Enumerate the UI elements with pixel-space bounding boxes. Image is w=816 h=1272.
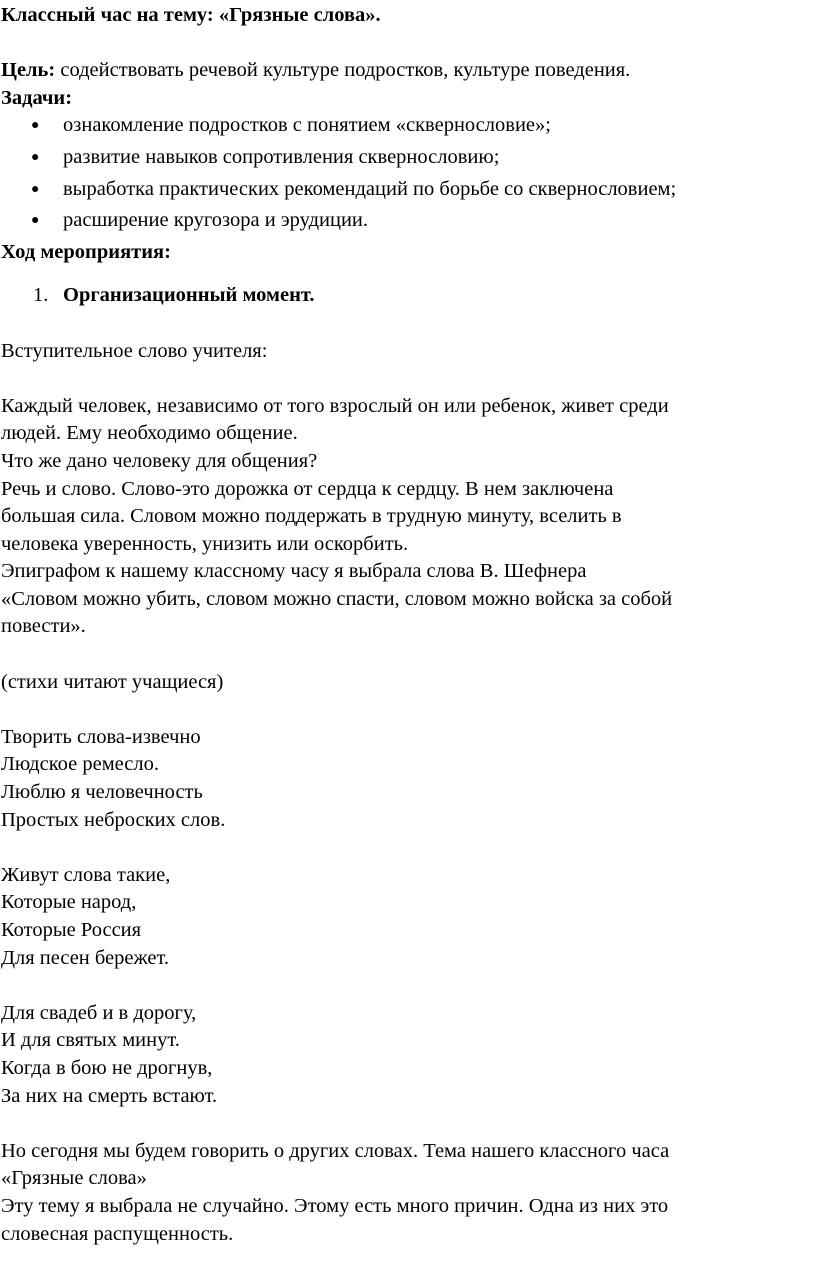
closing-line: «Грязные слова» — [1, 1167, 147, 1190]
bullet-icon: ● — [31, 181, 40, 197]
spacer — [1, 834, 816, 862]
goal-text: содействовать речевой культуре подростков, культуре поведения. — [55, 59, 631, 82]
spacer — [1, 972, 816, 1000]
speech-line: Что же дано человеку для общения? — [1, 449, 318, 472]
spacer — [1, 365, 816, 393]
speech-line: человека уверенность, унизить или оскорбить. — [1, 532, 409, 555]
poem-line: Живут слова такие, — [1, 863, 171, 886]
bullet-icon: ● — [31, 213, 40, 229]
bullet-icon: ● — [31, 118, 40, 134]
closing-line: Эту тему я выбрала не случайно. Этому есть много причин. Одна из них это — [1, 1194, 669, 1217]
step-heading — [1, 282, 816, 310]
poem-line: Простых неброских слов. — [1, 808, 226, 831]
spacer — [1, 30, 816, 58]
goal-paragraph — [1, 57, 816, 85]
step-number: 1. — [33, 284, 49, 307]
spacer — [1, 274, 816, 282]
spacer — [1, 696, 816, 724]
document-title: Классный час на тему: «Грязные слова». — [1, 4, 381, 26]
step-title: Организационный момент. — [63, 284, 315, 307]
list-item — [1, 207, 816, 235]
speech-line: Каждый человек, независимо от того взрослый он или ребенок, живет среди — [1, 394, 669, 417]
poem-line: Для песен бережет. — [1, 946, 170, 969]
poem-line: Творить слова-извечно — [1, 725, 201, 748]
intro-line: Вступительное слово учителя: — [1, 339, 268, 362]
poem-line: Когда в бою не дрогнув, — [1, 1056, 213, 1079]
closing-line: Но сегодня мы будем говорить о других словах. Тема нашего классного часа — [1, 1139, 670, 1162]
bullet-icon: ● — [31, 149, 40, 165]
task-text: ознакомление подростков с понятием «сквернословие»; — [63, 114, 551, 137]
list-item — [1, 176, 816, 204]
speech-line: Эпиграфом к нашему классному часу я выбрала слова В. Шефнера — [1, 560, 587, 583]
speech-line: людей. Ему необходимо общение. — [1, 422, 298, 445]
spacer — [1, 1110, 816, 1138]
list-item — [1, 112, 816, 140]
tasks-label: Задачи: — [1, 86, 73, 109]
tasks-list — [1, 112, 816, 234]
poem-line: И для святых минут. — [1, 1029, 180, 1052]
speech-line: Речь и слово. Слово-это дорожка от сердца к сердцу. В нем заключена — [1, 477, 614, 500]
goal-label: Цель: — [1, 59, 56, 82]
task-text: развитие навыков сопротивления сквернословию; — [63, 145, 500, 168]
poem-line: Людское ремесло. — [1, 753, 159, 776]
spacer — [1, 310, 816, 338]
speech-line: повести». — [1, 615, 86, 638]
task-text: выработка практических рекомендаций по борьбе со сквернословием; — [63, 177, 677, 200]
poem-line: Люблю я человечность — [1, 781, 203, 804]
spacer — [1, 266, 816, 274]
poem-line: Для свадеб и в дорогу, — [1, 1001, 197, 1024]
poem-line: Которые Россия — [1, 919, 142, 941]
poem-line: За них на смерть встают. — [1, 1084, 218, 1107]
poem-note: (стихи читают учащиеся) — [1, 670, 224, 693]
list-item — [1, 144, 816, 172]
speech-line: большая сила. Словом можно поддержать в трудную минуту, вселить в — [1, 505, 622, 528]
spacer — [1, 641, 816, 669]
speech-line: «Словом можно убить, словом можно спасти, словом можно войска за собой — [1, 587, 673, 610]
closing-line: словесная распущенность. — [1, 1222, 234, 1245]
poem-line: Которые народ, — [1, 891, 137, 914]
course-label: Ход мероприятия: — [1, 240, 171, 263]
task-text: расширение кругозора и эрудиции. — [63, 209, 369, 232]
